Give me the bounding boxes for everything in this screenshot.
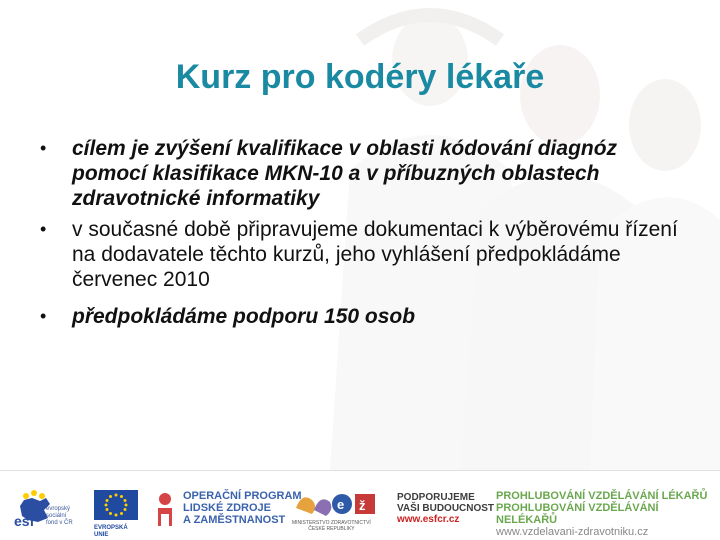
eu-caption: EVROPSKÁ UNIE <box>94 525 128 538</box>
svg-text:ž: ž <box>359 498 366 513</box>
bullet-text: cílem je zvýšení kvalifikace v oblasti kódování diagnóz pomocí klasifikace MKN-10 a v příbuzných oblastech zdravotnické informatiky <box>72 137 618 210</box>
bullet-item <box>40 136 690 211</box>
esf-caption-line: fond v ČR <box>46 520 73 526</box>
op-lzz-logo-icon <box>150 490 180 532</box>
bullet-text: předpokládáme podporu 150 osob <box>72 305 416 328</box>
project-url-link[interactable]: www.vzdelavani-zdravotniku.cz <box>496 526 649 538</box>
esf-logo <box>10 488 90 534</box>
esf-caption-line: evropský <box>46 506 71 512</box>
svg-text:esf: esf <box>14 513 35 528</box>
svg-text:e: e <box>337 497 345 512</box>
support-text <box>397 492 494 525</box>
op-line: LIDSKÉ ZDROJE <box>183 502 272 514</box>
op-line: OPERAČNÍ PROGRAM <box>183 490 302 502</box>
bullet-item <box>40 217 690 292</box>
esf-caption <box>46 506 73 527</box>
project-line: PROHLUBOVÁNÍ VZDĚLÁVÁNÍ LÉKAŘŮ <box>496 490 708 502</box>
bullet-glyph: • <box>40 138 47 158</box>
support-line: PODPORUJEME <box>397 492 475 503</box>
eu-logo <box>94 490 140 538</box>
op-line: A ZAMĚSTNANOST <box>183 514 286 526</box>
mz-caption <box>292 520 371 532</box>
bullet-glyph: • <box>40 219 47 239</box>
project-text <box>496 490 720 538</box>
footer-divider <box>0 470 720 471</box>
mz-caption-line: ČESKÉ REPUBLIKY <box>308 526 355 532</box>
project-line: PROHLUBOVÁNÍ VZDĚLÁVÁNÍ NELÉKAŘŮ <box>496 502 659 526</box>
mz-caption-line: MINISTERSTVO ZDRAVOTNICTVÍ <box>292 520 371 526</box>
bullet-glyph: • <box>40 306 47 326</box>
bullet-item <box>40 304 690 329</box>
op-lzz-text <box>183 490 302 526</box>
support-line: VAŠI BUDOUCNOST <box>397 503 495 514</box>
eu-flag-icon <box>94 490 138 520</box>
bullet-text: v současné době připravujeme dokumentaci k výběrovému řízení na dodavatele těchto kurzů, jeho vyhlášení předpokládáme červenec 2010 <box>72 218 678 291</box>
mz-logo-icon <box>292 488 378 520</box>
support-url-link[interactable]: www.esfcr.cz <box>397 514 460 525</box>
bullet-list <box>40 136 690 335</box>
esf-caption-line: sociální <box>46 513 67 519</box>
slide-title: Kurz pro kodéry lékaře <box>175 58 545 96</box>
